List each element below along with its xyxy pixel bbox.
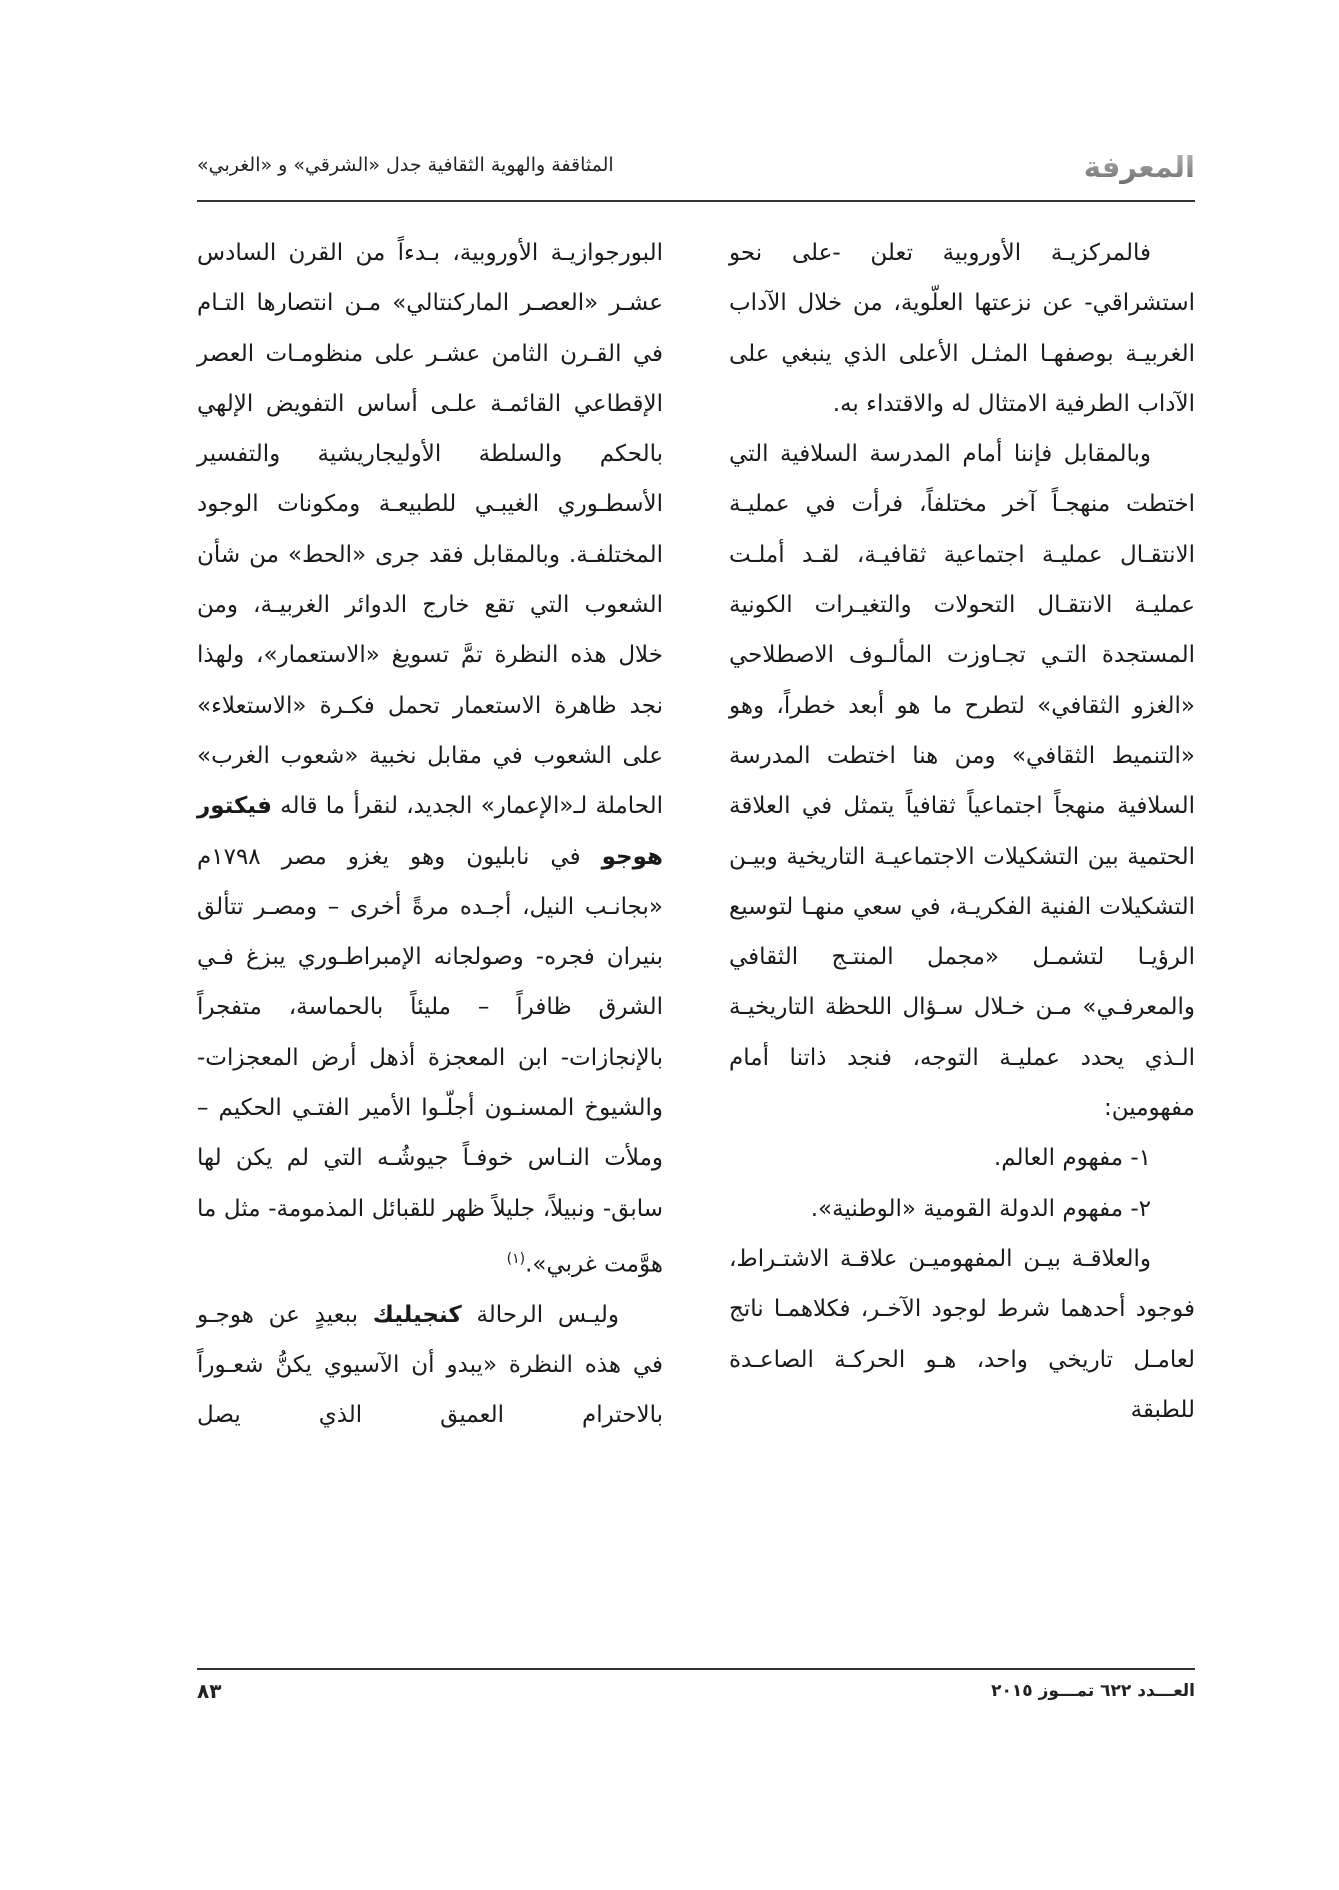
paragraph: وبالمقابل فإننا أمام المدرسة السلافية التي اختطت منهجـاً آخر مختلفاً، فرأت في عمليـة الانتقـال عمليـة اجتماعية ثقافيـة، لقـد أملـت عمليـة الانتقـال التحولات والتغيـرات الكونية المستجدة التـي تجـاوزت المألـوف الاصطلاحي «الغزو الثقافي» لتطرح ما هو أبعد خطراً، وهو «التنميط الثقافي» ومن هنا اختطت المدرسة السلافية منهجاً اجتماعياً ثقافياً يتمثل في العلاقة الحتمية بين التشكيلات الاجتماعيـة التاريخية وبيـن التشكيلات الفنية الفكريـة، في سعي منهـا لتوسيع الرؤيـا لتشمـل «مجمل المنتـج الثقافي والمعرفـي» مـن خـلال سـؤال اللحظة التاريخيـة الـذي يحدد عمليـة التوجه، فنجد ذاتنا أمام مفهومين: (729, 441, 1195, 1122)
person-name-bold: فيكتور هوجو (197, 793, 663, 870)
paragraph (197, 228, 663, 1290)
paragraph-text: البورجوازيـة الأوروبية، بـدءاً من القرن السادس عشـر «العصـر الماركنتالي» مـن انتصارها التـام في القـرن الثامن عشـر على منظومـات العصر الإقطاعي القائمـة علـى أساس التفويض الإلهي بالحكم والسلطة الأوليجاريشية والتفسير الأسطـوري الغيبـي للطبيعـة ومكونات الوجود المختلفـة. وبالمقابل فقد جرى «الحط» من شأن الشعوب التي تقع خارج الدوائر الغربيـة، ومن خلال هذه النظرة تمَّ تسويغ «الاستعمار»، ولهذا نجد ظاهرة الاستعمار تحمل فكـرة «الاستعلاء» على الشعوب في مقابل نخبية «شعوب الغرب» الحاملة لـ«الإعمار» الجديد، لنقرأ ما قاله (197, 240, 664, 820)
paragraph-text: في نابليون وهو يغزو مصر ١٧٩٨م «بجانـب النيل، أجـده مرةً أخرى – ومصـر تتألق بنيران فجره- وصولجانه الإمبراطـوري يبزغ فـي الشرق ظافراً – مليئاً بالحماسة، متفجراً بالإنجازات- ابن المعجزة أذهل أرض المعجزات- والشيوخ المسنـون أجلّـوا الأمير الفتـي الحكيم – وملأت النـاس خوفـاً جيوشُـه التي لم يكن لها سابق- ونبيلاً، جليلاً ظهر للقبائل المذمومة- مثل ما هوَّمت غربي». (197, 843, 663, 1278)
issue-info: العـــدد ٦٢٢ تمـــوز ٢٠١٥ (991, 1681, 1195, 1701)
paragraph (197, 1290, 663, 1441)
paragraph: والعلاقـة بيـن المفهوميـن علاقـة الاشتـراط، فوجود أحدهما شرط لوجود الآخـر، فكلاهمـا ناتج لعامـل تاريخي واحد، هـو الحركـة الصاعـدة للطبقة (729, 1245, 1195, 1423)
footnote-reference: (١) (506, 1250, 526, 1267)
footer-rule (197, 1668, 1195, 1670)
magazine-logo: المعرفة (1083, 150, 1195, 184)
running-title: المثاقفة والهوية الثقافية جدل «الشرقي» و «الغربي» (197, 154, 614, 176)
right-column (729, 228, 1195, 1648)
paragraph: فالمركزيـة الأوروبية تعلن -على نحو استشراقي- عن نزعتها العلّوية، من خلال الآداب الغربيـة بوصفهـا المثـل الأعلى الذي ينبغي على الآداب الطرفية الامتثال له والاقتداء به. (729, 240, 1195, 417)
person-name-bold: كنجيليك (372, 1301, 462, 1328)
page-header (197, 148, 1195, 192)
header-rule (197, 200, 1195, 202)
list-item: ١- مفهوم العالم. (993, 1145, 1151, 1172)
list-item: ٢- مفهوم الدولة القومية «الوطنية». (810, 1195, 1151, 1222)
page-number: ٨٣ (197, 1679, 222, 1703)
paragraph-text: ببعيدٍ عن هوجـو في هذه النظرة «يبدو أن الآسيوي يكنُّ شعـوراً بالاحترام العميق الذي يصل (197, 1301, 663, 1429)
paragraph-text: وليـس الرحالة (476, 1301, 619, 1328)
left-column (197, 228, 663, 1648)
